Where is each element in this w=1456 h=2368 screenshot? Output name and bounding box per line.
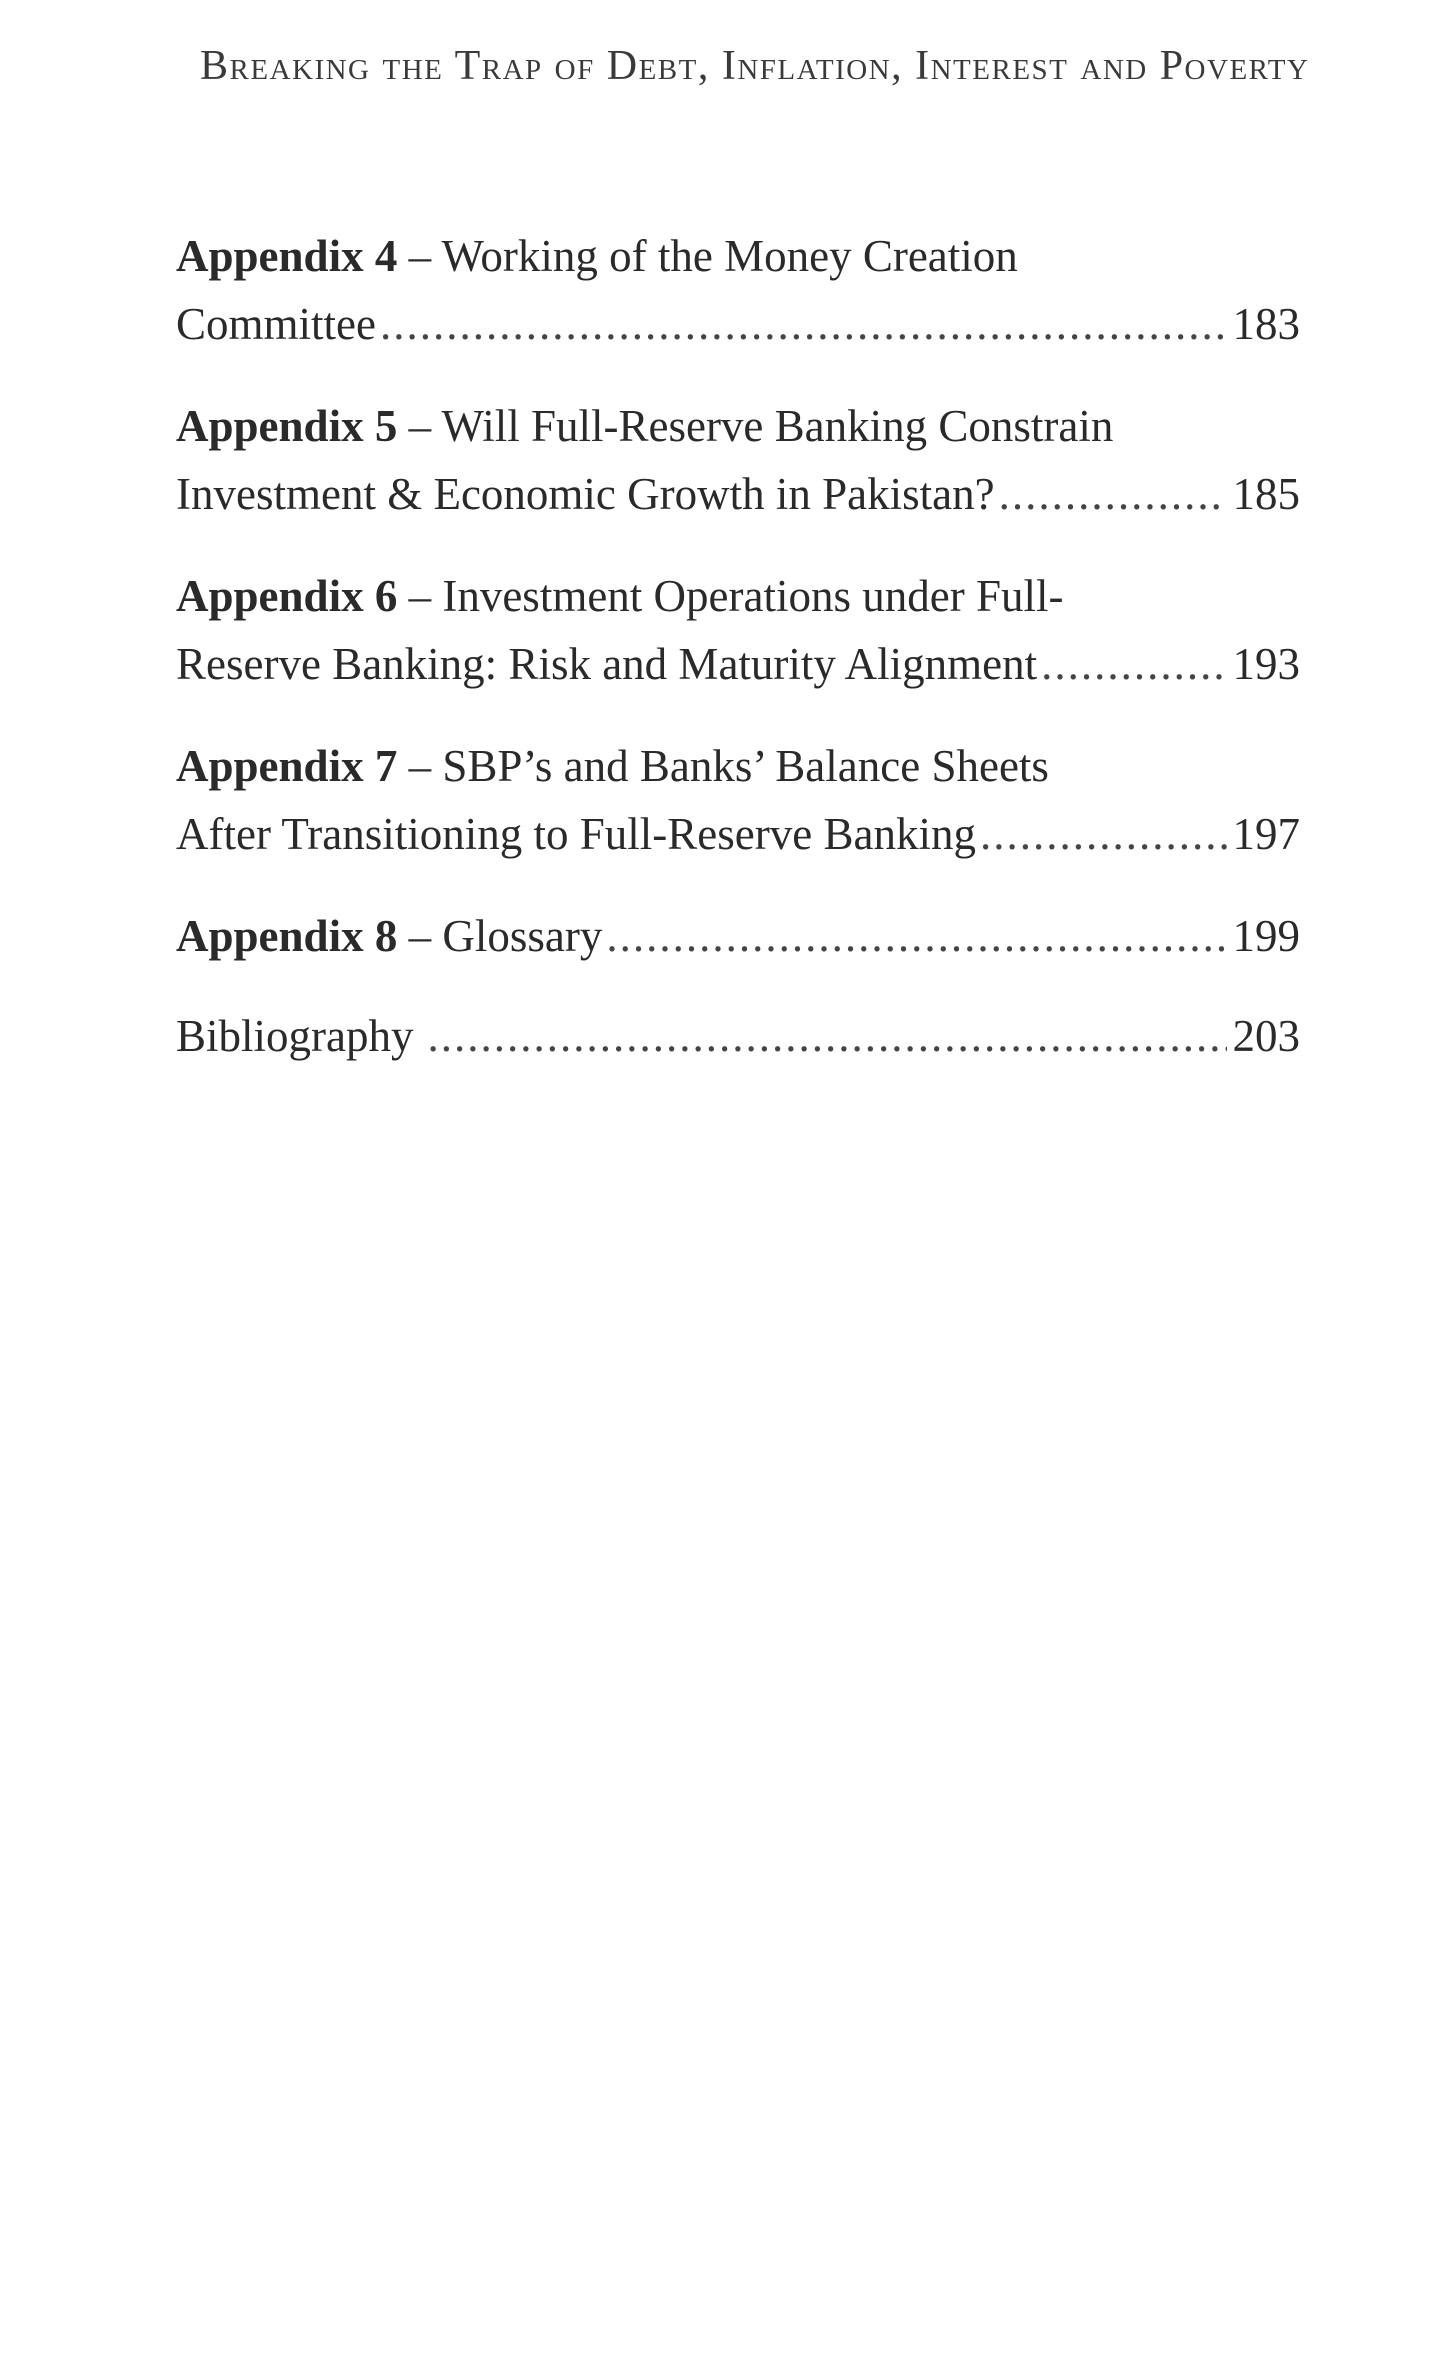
toc-entry-title-line2: After Transitioning to Full-Reserve Banking [176,809,976,859]
dot-leader [980,800,1227,868]
toc-entry-title-line1: Will Full-Reserve Banking Constrain [441,401,1114,451]
toc-entry-appendix-5[interactable] [176,392,1300,528]
toc-entry-bibliography[interactable] [176,1002,1300,1070]
toc-entry-label: Appendix 7 [176,741,398,791]
toc-entry-title-line2: Reserve Banking: Risk and Maturity Alignment [176,639,1038,689]
toc-entry-page: 193 [1232,639,1300,689]
toc-entry-page: 197 [1232,809,1300,859]
table-of-contents [176,222,1300,1102]
dot-leader [999,460,1227,528]
toc-entry-page: 203 [1232,1011,1300,1061]
toc-entry-title: Glossary [442,911,603,961]
toc-entry-dash: – [397,231,442,281]
running-header: Breaking the Trap of Debt, Inflation, Interest and Poverty [200,43,1310,89]
toc-entry-dash: – [397,741,443,791]
dot-leader [427,1002,1226,1070]
toc-entry-page: 183 [1232,299,1300,349]
toc-entry-title-line1: Working of the Money Creation [441,231,1018,281]
dot-leader [1041,630,1226,698]
toc-entry-title-line1: SBP’s and Banks’ Balance Sheets [442,741,1049,791]
toc-entry-label: Appendix 8 [176,911,398,961]
toc-entry-appendix-7[interactable] [176,732,1300,868]
toc-entry-title-line1: Investment Operations under Full- [442,571,1064,621]
toc-entry-dash: – [397,911,443,961]
toc-entry-appendix-6[interactable] [176,562,1300,698]
toc-entry-label: Appendix 6 [176,571,398,621]
toc-entry-title: Bibliography [176,1011,414,1061]
dot-leader [380,290,1227,358]
dot-leader [606,902,1226,970]
toc-entry-label: Appendix 5 [176,401,398,451]
toc-entry-label: Appendix 4 [176,231,398,281]
toc-entry-page: 185 [1232,469,1300,519]
toc-entry-appendix-8[interactable] [176,902,1300,970]
toc-entry-dash: – [397,401,442,451]
toc-entry-dash: – [397,571,443,621]
toc-entry-title-line2: Investment & Economic Growth in Pakistan? [176,469,995,519]
toc-entry-appendix-4[interactable] [176,222,1300,358]
toc-entry-page: 199 [1232,911,1300,961]
toc-entry-title-line2: Committee [176,299,376,349]
